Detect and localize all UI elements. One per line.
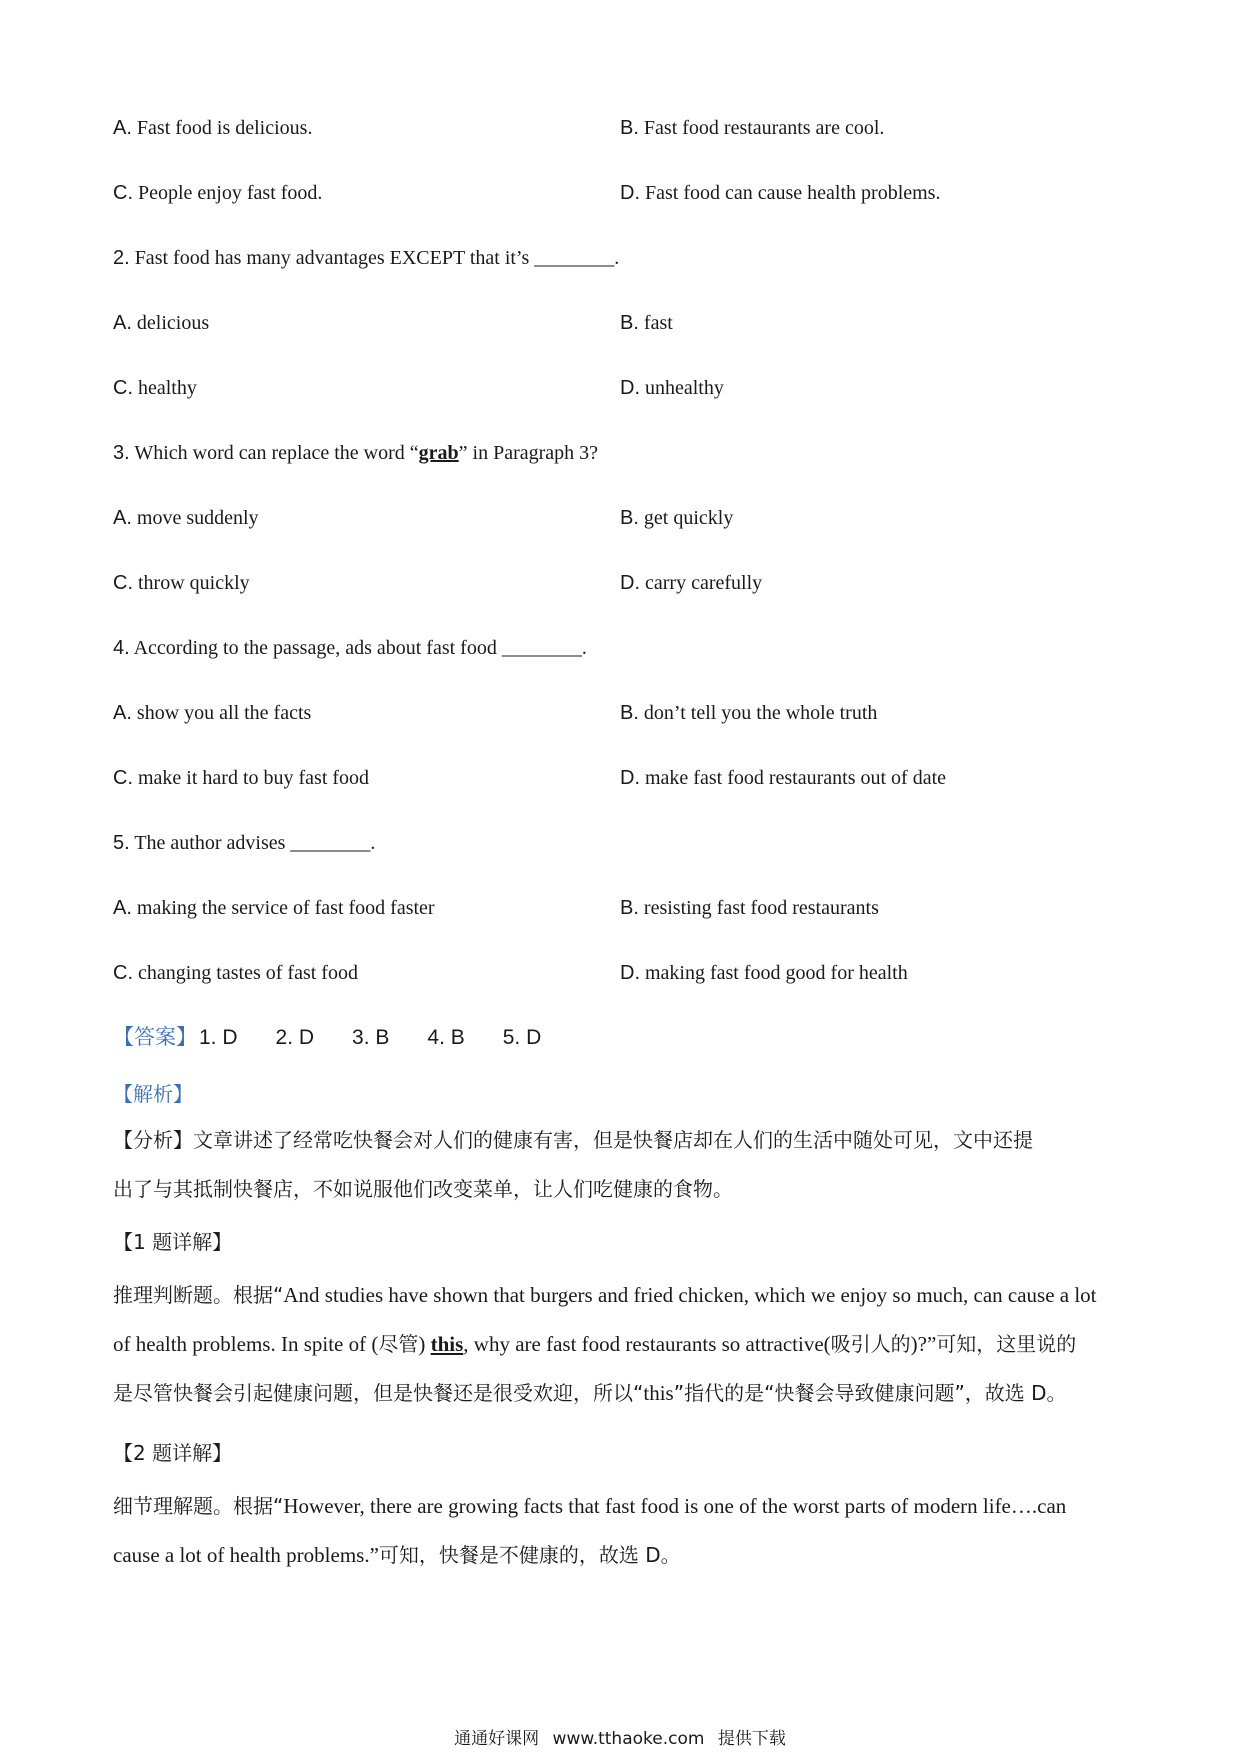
detail-1-heading: 【1 题详解】 [113,1230,233,1254]
answer-label: 【答案】 [113,1026,197,1049]
detail-2-line-2: cause a lot of health problems.”可知，快餐是不健康的，故选 D。 [113,1543,681,1567]
option-3c: C. throw quickly [113,572,250,594]
question-4-stem: 4. According to the passage, ads about fast food ________. [113,637,587,659]
detail-2-heading: 【2 题详解】 [113,1441,233,1465]
answer-item: 3. B [352,1026,390,1049]
option-4c: C. make it hard to buy fast food [113,767,370,789]
keyword-grab: grab [418,442,459,464]
analysis-summary [113,1116,1133,1214]
summary-line-2: 出了与其抵制快餐店，不如说服他们改变菜单，让人们吃健康的食物。 [113,1177,733,1201]
analysis-label: 【解析】 [113,1082,193,1106]
detail-1-line-1: 推理判断题。根据“And studies have shown that burgers and fried chicken, which we enjoy so much, can cause a lot [113,1283,1097,1307]
option-3a: A. move suddenly [113,507,259,529]
page-footer [0,1724,1240,1749]
option-5a: A. making the service of fast food faster [113,897,435,919]
option-1c: C. People enjoy fast food. [113,182,323,204]
detail-1-line-2: of health problems. In spite of (尽管) this, why are fast food restaurants so attractive(吸引人的)?”可知，这里说的 [113,1332,1077,1356]
answer-item: 1. D [199,1026,238,1049]
option-2c: C. healthy [113,377,197,399]
detail-2-paragraph [113,1482,1133,1580]
option-1b: B. Fast food restaurants are cool. [620,117,885,139]
keyword-this: this [430,1332,464,1356]
answer-item: 5. D [502,1026,542,1049]
option-3b: B. get quickly [620,507,734,529]
footer-site-name: 通通好课网 [454,1729,540,1749]
option-1a: A. Fast food is delicious. [113,117,313,139]
option-5b: B. resisting fast food restaurants [620,897,879,919]
option-2d: D. unhealthy [620,377,724,399]
option-2b: B. fast [620,312,673,334]
option-1d: D. Fast food can cause health problems. [620,182,941,204]
answer-item: 2. D [275,1026,315,1049]
detail-1-line-3: 是尽管快餐会引起健康问题，但是快餐还是很受欢迎，所以“this”指代的是“快餐会导致健康问题”，故选 D。 [113,1381,1067,1405]
question-2-stem: 2. Fast food has many advantages EXCEPT that it’s ________. [113,247,620,269]
question-3-stem: 3. Which word can replace the word “grab” in Paragraph 3? [113,442,599,464]
question-5-stem: 5. The author advises ________. [113,832,376,854]
detail-2-line-1: 细节理解题。根据“However, there are growing facts that fast food is one of the worst parts of modern life….can [113,1494,1067,1518]
footer-url[interactable]: www.tthaoke.com [552,1729,705,1749]
summary-line-1: 【分析】文章讲述了经常吃快餐会对人们的健康有害，但是快餐店却在人们的生活中随处可见，文中还提 [113,1128,1033,1152]
option-4d: D. make fast food restaurants out of date [620,767,947,789]
option-4a: A. show you all the facts [113,702,312,724]
option-5c: C. changing tastes of fast food [113,962,358,984]
footer-suffix: 提供下载 [717,1729,786,1749]
option-2a: A. delicious [113,312,210,334]
option-4b: B. don’t tell you the whole truth [620,702,878,724]
option-3d: D. carry carefully [620,572,763,594]
answer-item: 4. B [427,1026,465,1049]
option-5d: D. making fast food good for health [620,962,908,984]
detail-1-paragraph [113,1271,1133,1418]
answer-line [113,1024,579,1052]
